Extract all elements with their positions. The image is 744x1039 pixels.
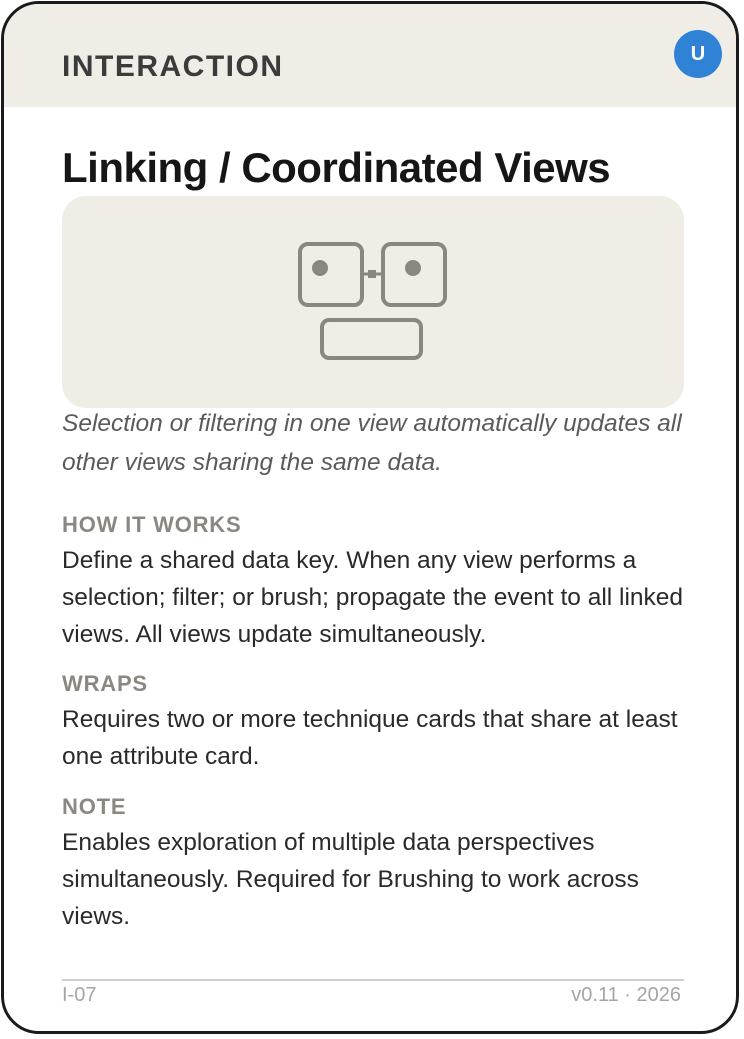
section-body-wraps: Requires two or more technique cards that share at least one attribute card. bbox=[62, 706, 678, 770]
section-label-how-it-works: HOW IT WORKS bbox=[62, 512, 242, 537]
section-label-wraps: WRAPS bbox=[62, 671, 148, 696]
card-category: INTERACTION bbox=[62, 50, 284, 83]
card-header bbox=[4, 4, 736, 107]
card-code: I-07 bbox=[62, 984, 97, 1006]
user-badge[interactable]: U bbox=[674, 30, 722, 78]
section-label-note: NOTE bbox=[62, 794, 127, 819]
selection-dot-right bbox=[405, 260, 421, 276]
card-description: Selection or filtering in one view automatically updates all other views sharing the same data. bbox=[62, 410, 682, 476]
selection-dot-left bbox=[312, 260, 328, 276]
illustration-panel bbox=[62, 196, 684, 408]
technique-card bbox=[1, 1, 739, 1034]
section-body-note: Enables exploration of multiple data perspectives simultaneously. Required for Brushing to work across views. bbox=[62, 829, 639, 930]
link-node bbox=[368, 270, 376, 278]
card-version: v0.11 · 2026 bbox=[571, 984, 681, 1006]
view-frame-bottom bbox=[322, 320, 421, 358]
footer-divider bbox=[62, 979, 684, 981]
card-title: Linking / Coordinated Views bbox=[62, 144, 611, 191]
section-body-how-it-works: Define a shared data key. When any view performs a selection; filter; or brush; propagate the event to all linked views. All views update simultaneously. bbox=[62, 547, 684, 648]
view-frame-left bbox=[300, 244, 362, 305]
linked-views-icon bbox=[62, 196, 684, 408]
